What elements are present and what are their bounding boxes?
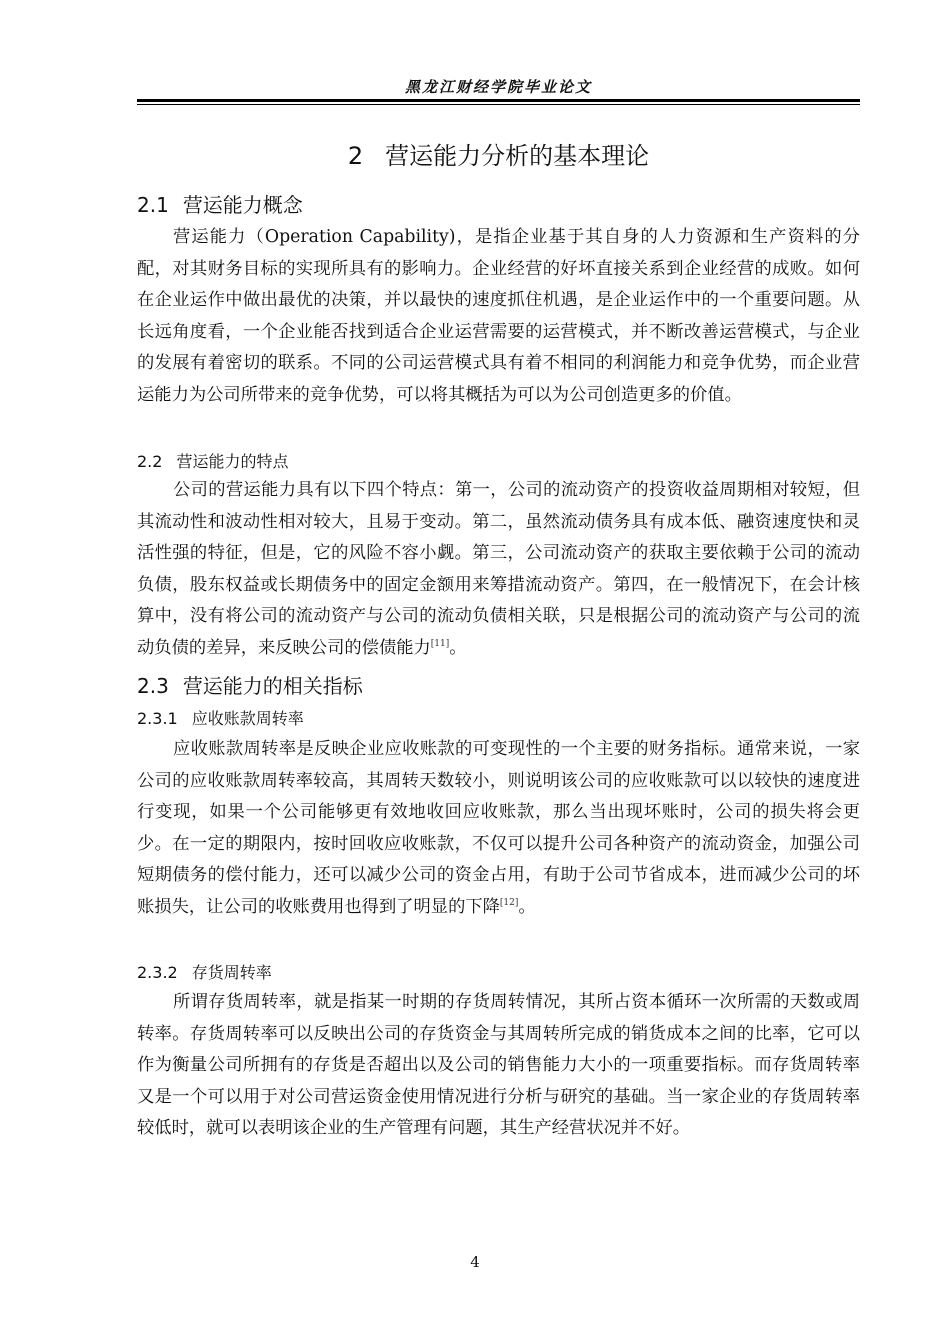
paragraph-2-3-1: [137, 734, 860, 923]
paragraph-text: 营运能力（Operation Capability)，是指企业基于其自身的人力资源和生产资料的分配，对其财务目标的实现所具有的影响力。企业经营的好坏直接关系到企业经营的成败。如何在企业运作中做出最优的决策，并以最快的速度抓住机遇，是企业运作中的一个重要问题。从长远角度看，一个企业能否找到适合企业运营需要的运营模式，并不断改善运营模式，与企业的发展有着密切的联系。不同的公司运营模式具有着不相同的利润能力和竞争优势，而企业营运能力为公司所带来的竞争优势，可以将其概括为可以为公司创造更多的价值。: [137, 227, 860, 405]
page-number: 4: [470, 1253, 480, 1271]
header-rule-thin: [137, 104, 860, 105]
paragraph-text: 所谓存货周转率，就是指某一时期的存货周转情况，其所占资本循环一次所需的天数或周转率。存货周转率可以反映出公司的存货资金与其周转所完成的销货成本之间的比率，它可以作为衡量公司所拥有的存货是否超出以及公司的销售能力大小的一项重要指标。而存货周转率又是一个可以用于对公司营运资金使用情况进行分析与研究的基础。当一家企业的存货周转率较低时，就可以表明该企业的生产管理有问题，其生产经营状况并不好。: [137, 992, 860, 1138]
paragraph-2-2: [137, 475, 860, 664]
header-rule-thick: [137, 99, 860, 102]
paragraph-text: 应收账款周转率是反映企业应收账款的可变现性的一个主要的财务指标。通常来说，一家公司的应收账款周转率较高，其周转天数较小，则说明该公司的应收账款可以以较快的速度进行变现，如果一个公司能够更有效地收回应收账款，那么当出现坏账时，公司的损失将会更少。在一定的期限内，按时回收应收账款，不仅可以提升公司各种资产的流动资金，加强公司短期债务的偿付能力，还可以减少公司的资金占用，有助于公司节省成本，进而减少公司的坏账损失，让公司的收账费用也得到了明显的下降: [137, 739, 860, 917]
section-title: 营运能力概念: [182, 193, 303, 217]
section-title: 应收账款周转率: [191, 709, 304, 728]
section-number: 2.3.2: [137, 963, 178, 982]
citation-ref: [11]: [430, 638, 450, 649]
section-heading-2-3-1: [137, 706, 304, 729]
section-number: 2.2: [137, 452, 163, 471]
running-header: 黑龙江财经学院毕业论文: [404, 78, 592, 96]
paragraph-text: 公司的营运能力具有以下四个特点：第一，公司的流动资产的投资收益周期相对较短，但其流动性和波动性相对较大，且易于变动。第二，虽然流动债务具有成本低、融资速度快和灵活性强的特征，但是，它的风险不容小觑。第三，公司流动资产的获取主要依赖于公司的流动负债，股东权益或长期债务中的固定金额用来筹措流动资产。第四，在一般情况下，在会计核算中，没有将公司的流动资产与公司的流动负债相关联，只是根据公司的流动资产与公司的流动负债的差异，来反映公司的偿债能力: [137, 480, 860, 658]
chapter-number: 2: [347, 142, 364, 170]
section-title: 营运能力的特点: [176, 452, 289, 471]
paragraph-2-3-2: [137, 987, 860, 1145]
paragraph-2-1: [137, 222, 860, 411]
section-number: 2.3.1: [137, 709, 178, 728]
section-heading-2-3-2: [137, 960, 272, 983]
section-heading-2-1: [137, 189, 303, 218]
chapter-title-text: 营运能力分析的基本理论: [385, 142, 650, 170]
section-number: 2.3: [137, 674, 169, 698]
section-number: 2.1: [137, 193, 169, 217]
chapter-title: [137, 136, 860, 171]
paragraph-tail: 。: [449, 637, 467, 658]
section-heading-2-2: [137, 449, 288, 472]
citation-ref: [12]: [499, 897, 519, 908]
paragraph-tail: 。: [518, 896, 536, 917]
section-title: 存货周转率: [191, 963, 272, 982]
section-heading-2-3: [137, 670, 363, 699]
section-title: 营运能力的相关指标: [182, 674, 363, 698]
